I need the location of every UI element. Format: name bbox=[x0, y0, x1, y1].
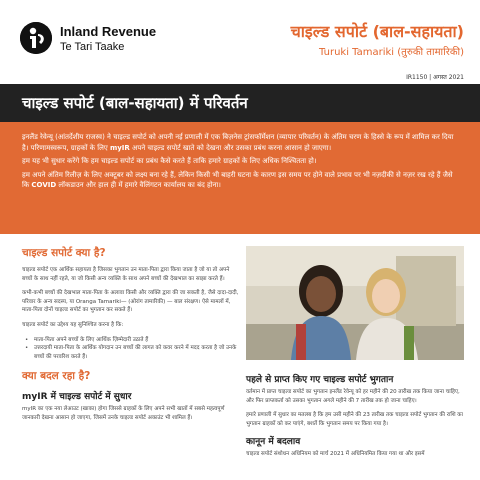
heading-myir-improvements: myIR में चाइल्ड सपोर्ट में सुधार bbox=[22, 392, 132, 403]
paragraph-payments-1: वर्तमान में प्राप्त चाइल्ड सपोर्ट का भुगतान इनलैंड रेवेन्यू को हर महीने की 20 तारीख तक किया जाना चाहिए, और फिर प्राप्तकर्ता को उसका भुगतान अगले महीने की 7 तारीख तक हो जाना चाहिए। bbox=[246, 389, 460, 404]
intro-box bbox=[0, 122, 480, 234]
right-column bbox=[246, 366, 464, 465]
heading-payments-received: पहले से प्राप्त किए गए चाइल्ड सपोर्ट भुगतान bbox=[246, 375, 394, 385]
heading-what-is-child-support: चाइल्ड सपोर्ट क्या है? bbox=[22, 247, 106, 259]
paragraph-what-2: कभी-कभी बच्चों की देखभाल माता-पिता के अलावा किसी और व्यक्ति द्वारा की जा सकती है, जैसे दादा-दादी, परिवार के अन्य सदस्य, या Oranga Tamariki— (ओरांग तामारिकी) — बाल संरक्षण। ऐसे मामलों में, माता-पिता दोनों चाइल्ड सपोर्ट का भुगतान कर सकते हैं। bbox=[22, 290, 239, 314]
page-header bbox=[0, 0, 480, 92]
intro-paragraph-1: इनलैंड रेवेन्यू (आंतर्देशीय राजस्व) ने चाइल्ड सपोर्ट को अपनी नई प्रणाली में एक बिज़नेस ट्रांसफॉर्मेशन (व्यापार परिवर्तन) के अंतिम चरण के हिस्से के रूप में शामिल कर दिया है। परिणामस्वरूप, ग्राहकों के लिए myIR अपने चाइल्ड सपोर्ट खाते को देखना और उसका प्रबंध करना आसान हो जाएगा। bbox=[22, 133, 454, 152]
paragraph-aim: चाइल्ड सपोर्ट का उद्देश्य यह सुनिश्चित करना है कि: bbox=[22, 321, 124, 328]
intro-paragraph-3: हम अपने अंतिम रिलीज़ के लिए अक्टूबर को लक्ष्य बना रहे हैं, लेकिन किसी भी बाहरी घटना के कारण इस समय पर होने वाले प्रभाव पर भी नज़दीकी से नज़र रख रहे हैं जैसे कि COVID लॉकडाउन और हाल ही में हमारे वैलिंगटन कार्यालय का बंद होना। bbox=[22, 170, 453, 189]
paragraph-what-1: चाइल्ड सपोर्ट एक आर्थिक सहायता है जिसका भुगतान उन माता-पिता द्वारा किया जाता है जो या तो अपने बच्चों के साथ नहीं रहते, या जो किसी अन्य व्यक्ति के साथ अपने बच्चों की देखभाल का साझा करते हैं। bbox=[22, 267, 230, 282]
list-item: • उत्तरदायी माता-पिता के आर्थिक योगदान उन बच्चों की लागत को कवर करने में मदद करता है जो उनके बच्चों की परवरिश करते हैं। bbox=[22, 344, 240, 361]
paragraph-myir: myIR का एक नया लेआउट (खाका) होगा जिससे ग्राहकों के लिए अपने सभी खातों में सबसे महत्वपूर्ण जानकारी देखना आसान हो जाएगा, जिसमें उनके चाइल्ड सपोर्ट अकाउंट भी शामिल हैं। bbox=[22, 406, 225, 421]
heading-what-is-changing: क्या बदल रहा है? bbox=[22, 370, 91, 383]
aim-bullet-list bbox=[22, 336, 240, 362]
paragraph-law: चाइल्ड सपोर्ट संशोधन अधिनियम को मार्च 2021 में अधिनियमित किया गया था और इसमें bbox=[246, 451, 425, 458]
document-title: चाइल्ड सपोर्ट (बाल-सहायता) bbox=[290, 22, 464, 41]
heading-law-change: कानून में बदलाव bbox=[246, 437, 301, 448]
children-photo bbox=[246, 246, 464, 360]
document-reference: IR1150 | अगस्त 2021 bbox=[406, 74, 464, 81]
list-item: • माता-पिता अपने बच्चों के लिए आर्थिक ज़िम्मेदारी उठाते हैं bbox=[22, 336, 240, 345]
brand-subtitle: Te Tari Taake bbox=[60, 41, 125, 53]
banner-title: चाइल्ड सपोर्ट (बाल-सहायता) में परिवर्तन bbox=[22, 94, 248, 112]
document-subtitle: Turuki Tamariki (तुरुकी तामारिकी) bbox=[319, 47, 464, 58]
brand-name: Inland Revenue bbox=[60, 24, 157, 39]
inland-revenue-logo-icon bbox=[20, 22, 52, 54]
title-banner bbox=[0, 84, 480, 122]
paragraph-payments-2: हमारे प्रणाली में सुधार का मतलब है कि हम उसी महीने की 23 तारीख तक चाइल्ड सपोर्ट भुगतान की राशि का भुगतान ग्राहकों को कर पाएंगे, बशर्ते कि भुगतान समय पर किया गया है। bbox=[246, 412, 463, 427]
left-column bbox=[22, 246, 240, 429]
intro-paragraph-2: हम यह भी सुधार करेंगे कि हम चाइल्ड सपोर्ट का प्रबंध कैसे करते हैं ताकि हमारे ग्राहकों के लिए अधिक निश्चितता हो। bbox=[22, 157, 317, 165]
